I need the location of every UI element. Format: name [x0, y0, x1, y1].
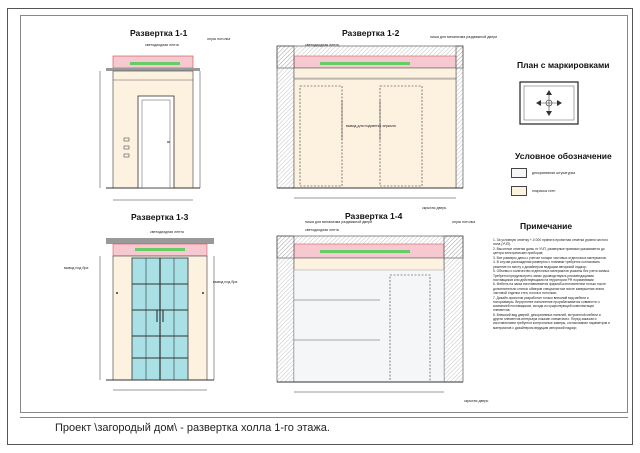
note-item: 4. В случае расхождения разверток с планами требуется согласовать решение по месту с дизайнером ведущим авторский надзор; [493, 260, 600, 269]
legend-title: Условное обозначение [515, 151, 612, 161]
note-item: 1. За условную отметку +-0.000 принята проектная отметка уровня чистого пола (УЧП). [493, 238, 609, 247]
hidden-door-label: скрытая дверь [422, 206, 447, 210]
elevation-1-2-title: Развертка 1-2 [342, 28, 400, 38]
ceiling-drop-label: опуск потолка [207, 37, 231, 41]
sliding-door-niche-label: ниша для механизма раздвижной двери [305, 220, 373, 224]
legend-label-plaster: декоративная штукатурка [532, 171, 576, 175]
elevation-1-1-title: Развертка 1-1 [130, 28, 188, 38]
notes-title: Примечание [520, 221, 573, 231]
wall-light-outlet-right-label: вывод под бра [213, 280, 238, 284]
plan-diagram [520, 82, 578, 124]
sliding-door-niche-label: ниша для механизма раздвижной двери [430, 35, 498, 39]
note-item: 3. Все размеры даны с учетом толщин чистовых отделочных материалов; [493, 255, 607, 260]
elevation-1-1 [100, 56, 200, 200]
note-item: 7. Дизайн-проектом разработан только внешний вид мебели и типоразмеры. Внутреннее наполнение прорабатывается совместно с компанией поставщиком, исходя из существующей комплектации элементов; [493, 295, 600, 313]
led-strip-label: светодиодная лента [150, 230, 184, 234]
plan-title: План с маркировками [517, 60, 610, 70]
note-item: 6. Мебель на заказ изготавливается фирмой-изготовителем только после дополнительно снятых обмеров специалистом после завершения этапа чистовой отделки стен, полов и потолков; [493, 282, 606, 295]
notes-list [493, 238, 611, 330]
note-item: 8. Внешний вид дверей, декоративных панелей, встроенной мебели и других элементов интерьера показан схематично. Перед заказом и изготовлением требуется контрольные замеры, согласование параметров и материалов с дизайнером ведущим авторский надзор; [493, 312, 610, 330]
page-title: Проект \загородый дом\ - развертка холла 1-го этажа. [55, 422, 330, 434]
led-strip-label: светодиодная лента [305, 43, 339, 47]
note-item: 5. Объемы и количество отделочных материалов указаны без учета запаса. Требуется предусмотреть запас руководствуясь рекомендациями поставщиков или действующими на территории РФ нормативами [493, 269, 610, 282]
elevation-1-4-title: Развертка 1-4 [345, 211, 403, 221]
legend-label-paint: покраска стен [532, 189, 556, 193]
legend-swatch-paint [511, 186, 527, 196]
wall-light-outlet-left-label: вывод под бра [64, 266, 89, 270]
elevation-1-3-title: Развертка 1-3 [131, 212, 189, 222]
elevation-1-2 [277, 46, 463, 198]
mirror-light-outlet-label: вывод для подсветки зеркала [346, 124, 396, 128]
hidden-door-label: скрытая дверь [464, 399, 489, 403]
elevation-1-4 [277, 236, 463, 392]
elevation-1-3 [100, 238, 214, 390]
led-strip-label: светодиодная лента [145, 43, 179, 47]
legend-swatch-plaster [511, 168, 527, 178]
ceiling-drop-label: опуск потолка [452, 220, 476, 224]
led-strip-label: светодиодная лента [305, 228, 339, 232]
note-item: 2. Высотные отметки даны от УЧП, размерные привязки указываются до центра электрических приборов; [493, 246, 605, 256]
